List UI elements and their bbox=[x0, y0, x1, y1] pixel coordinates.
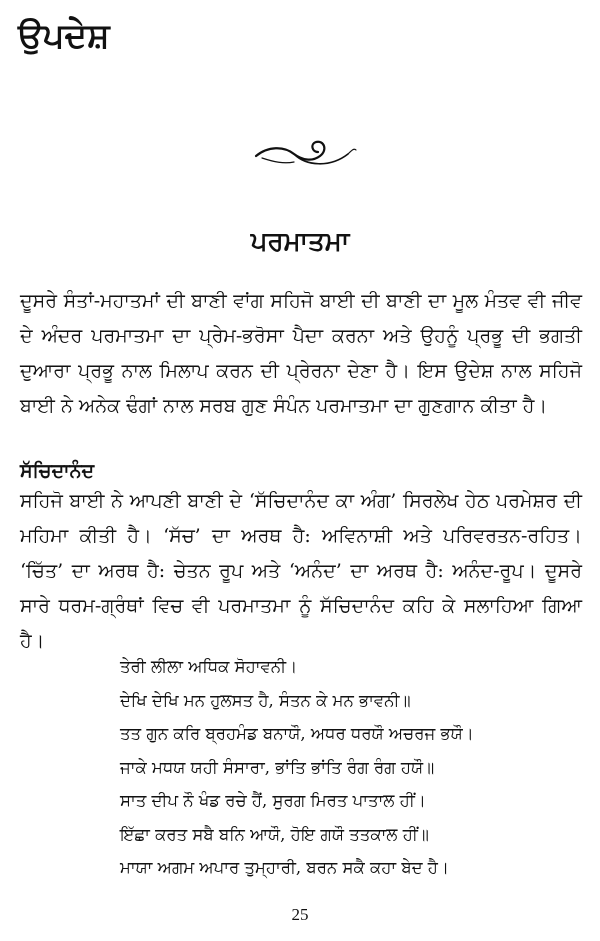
section-heading: ਪਰਮਾਤਮਾ bbox=[250, 227, 350, 257]
verse-line: ਜਾਕੇ ਮਧਯ ਯਹੀ ਸੰਸਾਰਾ, ਭਾਂਤਿ ਭਾਂਤਿ ਰੰਗ ਰੰਗ ਹਯੌ॥ bbox=[120, 757, 435, 777]
verse-line: ਸਾਤ ਦੀਪ ਨੌ ਖੰਡ ਰਚੇ ਹੈਂ, ਸੁਰਗ ਮਿਰਤ ਪਾਤਾਲ ਹੀਂ। bbox=[120, 791, 426, 810]
verse-line: ਦੇਖਿ ਦੇਖਿ ਮਨ ਹੁਲਸਤ ਹੈ, ਸੰਤਨ ਕੇ ਮਨ ਭਾਵਨੀ॥ bbox=[120, 690, 411, 710]
flourish-ornament-icon bbox=[248, 128, 358, 176]
verse-line: ਇੱਛਾ ਕਰਤ ਸਬੈ ਬਨਿ ਆਯੌ, ਹੋਇ ਗਯੌ ਤਤਕਾਲ ਹੀਂ॥ bbox=[120, 824, 429, 844]
body-paragraph-2: ਸਹਿਜੋ ਬਾਈ ਨੇ ਆਪਣੀ ਬਾਣੀ ਦੇ ‘ਸੱਚਿਦਾਨੰਦ ਕਾ ਅੰਗ’ ਸਿਰਲੇਖ ਹੇਠ ਪਰਮੇਸ਼ਰ ਦੀ ਮਹਿਮਾ ਕੀਤੀ ਹੈ। ‘ਸੱਚ’ ਦਾ ਅਰਥ ਹੈ: ਅਵਿਨਾਸ਼ੀ ਅਤੇ ਪਰਿਵਰਤਨ-ਰਹਿਤ। ‘ਚਿੱਤ’ ਦਾ ਅਰਥ ਹੈ: ਚੇਤਨ ਰੂਪ ਅਤੇ ‘ਅਨੰਦ’ ਦਾ ਅਰਥ ਹੈ: ਅਨੰਦ-ਰੂਪ। ਦੂਸਰੇ ਸਾਰੇ ਧਰਮ-ਗ੍ਰੰਥਾਂ ਵਿਚ ਵੀ ਪਰਮਾਤਮਾ ਨੂੰ ਸੱਚਿਦਾਨੰਦ ਕਹਿ ਕੇ ਸਲਾਹਿਆ ਗਿਆ ਹੈ। bbox=[20, 490, 582, 652]
chapter-title: ਉਪਦੇਸ਼ bbox=[18, 16, 110, 56]
verse-line: ਤੇਰੀ ਲੀਲਾ ਅਧਿਕ ਸੋਹਾਵਨੀ। bbox=[120, 657, 298, 676]
subheading: ਸੱਚਿਦਾਨੰਦ bbox=[20, 460, 95, 482]
verse-line: ਮਾਯਾ ਅਗਮ ਅਪਾਰ ਤੁਮ੍ਹਾਰੀ, ਬਰਨ ਸਕੈ ਕਹਾ ਬੇਦ ਹੈ। bbox=[120, 858, 450, 877]
verse-block bbox=[120, 650, 580, 885]
page-number: 25 bbox=[291, 905, 309, 924]
body-paragraph-1: ਦੂਸਰੇ ਸੰਤਾਂ-ਮਹਾਤਮਾਂ ਦੀ ਬਾਣੀ ਵਾਂਗ ਸਹਿਜੋ ਬਾਈ ਦੀ ਬਾਣੀ ਦਾ ਮੂਲ ਮੰਤਵ ਵੀ ਜੀਵ ਦੇ ਅੰਦਰ ਪਰਮਾਤਮਾ ਦਾ ਪ੍ਰੇਮ-ਭਰੋਸਾ ਪੈਦਾ ਕਰਨਾ ਅਤੇ ਉਹਨੂੰ ਪ੍ਰਭੂ ਦੀ ਭਗਤੀ ਦੁਆਰਾ ਪ੍ਰਭੂ ਨਾਲ ਮਿਲਾਪ ਕਰਨ ਦੀ ਪ੍ਰੇਰਨਾ ਦੇਣਾ ਹੈ। ਇਸ ਉਦੇਸ਼ ਨਾਲ ਸਹਿਜੋ ਬਾਈ ਨੇ ਅਨੇਕ ਢੰਗਾਂ ਨਾਲ ਸਰਬ ਗੁਣ ਸੰਪੰਨ ਪਰਮਾਤਮਾ ਦਾ ਗੁਣਗਾਨ ਕੀਤਾ ਹੈ। bbox=[20, 290, 582, 417]
verse-line: ਤਤ ਗੁਨ ਕਰਿ ਬ੍ਰਹਮੰਡ ਬਨਾਯੌ, ਅਧਰ ਧਰਯੌ ਅਚਰਜ ਭਯੌ। bbox=[120, 724, 474, 743]
